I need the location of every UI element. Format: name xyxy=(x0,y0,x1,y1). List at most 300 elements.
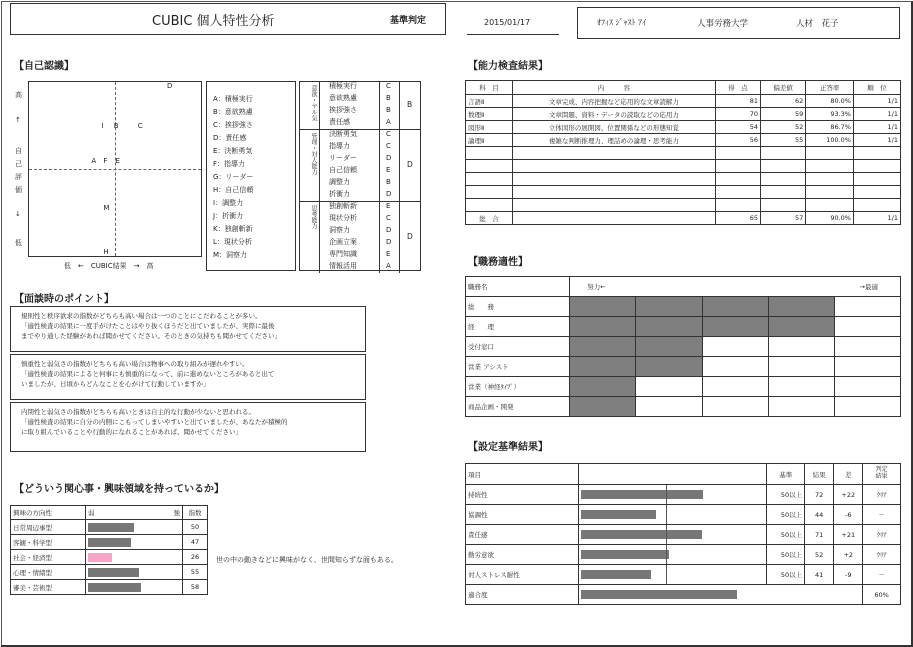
criteria-fit-label: 適合度 xyxy=(466,585,579,605)
job-level-cell xyxy=(570,297,636,317)
scatter-point-e: E xyxy=(115,157,120,166)
grade-group-name: 意欲・ヤル気 xyxy=(310,85,317,121)
job-level-cell xyxy=(702,317,768,337)
grade-item-value: E xyxy=(386,166,391,174)
criteria-row xyxy=(466,505,901,525)
interview-note-line: 規則性と秩序欲求の指数がどちらも高い場合は一つのことにこだわることが多い。 xyxy=(21,312,262,320)
interest-table xyxy=(10,505,208,595)
ability-empty-cell xyxy=(760,160,805,173)
criteria-row-label: 対人ストレス耐性 xyxy=(466,565,579,585)
grade-group-divider xyxy=(319,129,320,201)
interest-row xyxy=(11,535,208,550)
job-level-cell xyxy=(834,397,900,417)
y-axis-char-1: 自 xyxy=(15,147,22,155)
interview-note-line: 「適性検査の結果によると何事にも慎重的になって、前に進めないところがあると出て xyxy=(21,370,275,378)
scatter-point-a: A xyxy=(91,157,97,166)
job-level-cell xyxy=(636,317,702,337)
job-level-cell xyxy=(570,397,636,417)
ability-empty-cell xyxy=(715,199,760,212)
y-axis-char-4: 価 xyxy=(15,186,22,194)
ability-cell: 立体図形の展開図、位置関係などの形態知覚 xyxy=(512,121,715,134)
job-row-label: 経 理 xyxy=(466,317,570,337)
job-level-cell xyxy=(768,317,834,337)
interest-bar xyxy=(88,583,141,592)
interest-note: 世の中の動きなどに興味がなく、世間知らずな面もある。 xyxy=(216,556,398,564)
ability-empty-cell xyxy=(512,199,715,212)
ability-empty-cell xyxy=(466,186,513,199)
job-level-cell xyxy=(570,377,636,397)
ability-cell: 文章問題、資料・データの読取などの応用力 xyxy=(512,108,715,121)
ability-cell: 80.0% xyxy=(806,95,854,108)
criteria-head-diff: 差 xyxy=(834,464,863,485)
scatter-h-midline xyxy=(29,169,201,170)
ability-table xyxy=(465,80,901,225)
criteria-fit-bar xyxy=(581,590,737,599)
ability-empty-cell xyxy=(466,160,513,173)
criteria-row xyxy=(466,545,901,565)
interest-head-direction: 興味の方向性 xyxy=(11,506,86,520)
interest-row xyxy=(11,565,208,580)
scatter-point-d: D xyxy=(167,82,173,91)
ability-empty-row xyxy=(466,173,901,186)
criteria-row-judge: ｸﾘｱ xyxy=(863,485,901,505)
job-level-cell xyxy=(834,317,900,337)
criteria-row-result: 52 xyxy=(805,545,834,565)
job-level-cell xyxy=(834,297,900,317)
criteria-row-diff: -9 xyxy=(834,565,863,585)
criteria-head-bar xyxy=(579,464,767,485)
interest-row-label: 審美・芸術型 xyxy=(11,580,86,595)
job-row xyxy=(466,297,901,317)
legend-item: F：指導力 xyxy=(213,160,246,168)
interview-note-line: 内閉性と弱気さの指数がどちらも高いときは自主的な行動が少ないと思われる。 xyxy=(21,408,255,416)
ability-empty-cell xyxy=(806,160,854,173)
ability-total-cell: 57 xyxy=(760,212,805,225)
criteria-head-judge-line2: 結果 xyxy=(875,473,888,480)
job-level-cell xyxy=(834,337,900,357)
ability-header-cell: 得 点 xyxy=(715,81,760,95)
interest-row-index: 55 xyxy=(183,565,208,580)
ability-cell: 複雑な判断推理力、理詰めの論理・思考能力 xyxy=(512,134,715,147)
interest-row-label: 心理・情緒型 xyxy=(11,565,86,580)
ability-cell: 1/1 xyxy=(853,95,900,108)
job-aptitude-heading: 【職務適性】 xyxy=(468,257,528,268)
job-level-cell xyxy=(570,337,636,357)
grade-total-divider xyxy=(399,81,400,129)
legend-item: L：現状分析 xyxy=(213,238,252,246)
ability-empty-cell xyxy=(853,160,900,173)
job-row-label: 商品企画・開発 xyxy=(466,397,570,417)
job-level-cell xyxy=(834,357,900,377)
criteria-fit-value: 60% xyxy=(863,585,901,605)
criteria-row xyxy=(466,525,901,545)
criteria-row-std: 50以上 xyxy=(767,565,805,585)
criteria-header-row xyxy=(466,464,901,485)
grade-col-divider xyxy=(379,81,380,129)
interest-row-index: 50 xyxy=(183,520,208,535)
criteria-row-label: 協調性 xyxy=(466,505,579,525)
criteria-threshold-line xyxy=(666,525,667,544)
criteria-row-judge: ｸﾘｱ xyxy=(863,545,901,565)
ability-cell: 文章完成、内容把握など応用的な文章読解力 xyxy=(512,95,715,108)
ability-empty-cell xyxy=(512,147,715,160)
ability-cell: 1/1 xyxy=(853,108,900,121)
self-recognition-heading: 【自己認識】 xyxy=(14,61,74,72)
criteria-head-result: 結果 xyxy=(805,464,834,485)
ability-total-row xyxy=(466,212,901,225)
criteria-row-std: 50以上 xyxy=(767,525,805,545)
ability-empty-cell xyxy=(715,173,760,186)
job-level-cell xyxy=(636,377,702,397)
grade-item-value: D xyxy=(386,226,392,234)
ability-cell: 1/1 xyxy=(853,134,900,147)
interest-bar xyxy=(88,538,131,547)
interest-row-index: 26 xyxy=(183,550,208,565)
legend-item: A：積極実行 xyxy=(213,95,253,103)
grade-item-value: A xyxy=(386,262,391,270)
grade-item-label: 現状分析 xyxy=(329,214,357,222)
job-level-cell xyxy=(768,297,834,317)
date-underline xyxy=(467,34,559,35)
grade-item-value: E xyxy=(386,250,391,258)
criteria-row xyxy=(466,485,901,505)
criteria-bar xyxy=(581,530,702,539)
criteria-heading: 【設定基準結果】 xyxy=(468,442,548,453)
interest-row-bar-cell xyxy=(86,550,183,565)
criteria-fit-bar-cell xyxy=(579,585,863,605)
grade-item-label: 企画立案 xyxy=(329,238,357,246)
interest-head-strong: 強 xyxy=(173,509,180,517)
job-head-scale xyxy=(570,277,901,297)
y-axis-up-arrow: ↑ xyxy=(15,116,21,124)
legend-item: H：自己信頼 xyxy=(213,186,254,194)
job-level-cell xyxy=(636,337,702,357)
grade-item-label: 調整力 xyxy=(329,178,350,186)
criteria-row-judge: － xyxy=(863,505,901,525)
grade-item-value: C xyxy=(386,82,391,90)
ability-empty-cell xyxy=(853,199,900,212)
grade-total-divider xyxy=(399,201,400,273)
ability-cell: 62 xyxy=(760,95,805,108)
interview-note-line: までやり通した経験があれば聞かせてください。そのときの気持ちも聞かせてください」 xyxy=(21,332,281,340)
ability-cell: 100.0% xyxy=(806,134,854,147)
interest-heading: 【どういう関心事・興味領域を持っているか】 xyxy=(14,484,224,495)
criteria-row-bar-cell xyxy=(579,525,767,545)
ability-cell: 1/1 xyxy=(853,121,900,134)
criteria-row-judge: － xyxy=(863,565,901,585)
ability-empty-cell xyxy=(760,173,805,186)
ability-empty-cell xyxy=(466,173,513,186)
job-row-label: 総 務 xyxy=(466,297,570,317)
criteria-row-label: 勤労意欲 xyxy=(466,545,579,565)
interest-row-index: 47 xyxy=(183,535,208,550)
interest-bar xyxy=(88,553,112,562)
grade-group-separator xyxy=(299,201,421,202)
criteria-row-std: 50以上 xyxy=(767,485,805,505)
grade-item-value: E xyxy=(386,202,391,210)
ability-cell: 93.3% xyxy=(806,108,854,121)
criteria-row-label: 責任感 xyxy=(466,525,579,545)
interview-note-box xyxy=(10,354,366,400)
grade-item-label: 専門知識 xyxy=(329,250,357,258)
criteria-threshold-line xyxy=(666,545,667,564)
grade-item-label: リーダー xyxy=(329,154,357,162)
y-axis-char-3: 評 xyxy=(15,173,22,181)
job-level-cell xyxy=(702,377,768,397)
legend-item: B：意欲熟慮 xyxy=(213,108,253,116)
scatter-point-m: M xyxy=(103,204,110,213)
ability-cell: 56 xyxy=(715,134,760,147)
interest-head-index: 指数 xyxy=(183,506,208,520)
grade-item-label: 洞察力 xyxy=(329,226,350,234)
criteria-row-result: 71 xyxy=(805,525,834,545)
ability-empty-row xyxy=(466,147,901,160)
ability-header-cell: 内 容 xyxy=(512,81,715,95)
grade-item-label: 指導力 xyxy=(329,142,350,150)
x-axis-label: 低 ← CUBIC結果 → 高 xyxy=(64,262,154,270)
job-level-cell xyxy=(702,297,768,317)
ability-empty-cell xyxy=(715,186,760,199)
criteria-bar xyxy=(581,570,651,579)
ability-empty-cell xyxy=(715,160,760,173)
criteria-bar xyxy=(581,510,656,519)
grade-group-name: 思考能力 xyxy=(310,205,317,229)
interview-note-box xyxy=(10,306,366,352)
ability-empty-cell xyxy=(853,173,900,186)
grade-item-value: C xyxy=(386,214,391,222)
ability-heading: 【能力検査結果】 xyxy=(468,61,548,72)
y-axis-high: 高 xyxy=(15,91,22,99)
criteria-threshold-line xyxy=(666,485,667,504)
ability-cell: 81 xyxy=(715,95,760,108)
job-row-label: 受付窓口 xyxy=(466,337,570,357)
interview-points-heading: 【面談時のポイント】 xyxy=(14,294,114,305)
criteria-row-result: 44 xyxy=(805,505,834,525)
grade-item-label: 挨拶強さ xyxy=(329,106,357,114)
criteria-threshold-line xyxy=(666,505,667,524)
interview-note-line: 慎重性と弱気さの指数がどちらも高い場合は物事への取り組みが遅れやすい。 xyxy=(21,360,249,368)
ability-empty-cell xyxy=(760,186,805,199)
criteria-head-judge xyxy=(863,464,901,485)
interest-row-bar-cell xyxy=(86,580,183,595)
grade-group-total: D xyxy=(407,160,413,169)
criteria-row-std: 50以上 xyxy=(767,545,805,565)
interview-note-line: いましたが、日頃からどんなことを心がけて行動していますか」 xyxy=(21,380,210,388)
job-row xyxy=(466,397,901,417)
grade-item-label: 折衝力 xyxy=(329,190,350,198)
grade-item-label: 積極実行 xyxy=(329,82,357,90)
job-header-row xyxy=(466,277,901,297)
legend-item: I：調整力 xyxy=(213,199,244,207)
criteria-row-bar-cell xyxy=(579,545,767,565)
grade-group-divider xyxy=(319,81,320,129)
grade-item-value: D xyxy=(386,154,392,162)
legend-item: M：洞察力 xyxy=(213,251,248,259)
ability-empty-cell xyxy=(466,199,513,212)
job-aptitude-table xyxy=(465,276,901,417)
ability-empty-cell xyxy=(806,173,854,186)
page-title: CUBIC 個人特性分析 xyxy=(152,14,275,29)
legend-item: D：責任感 xyxy=(213,134,247,142)
job-row-label: 営業（神経ﾀｲﾌﾟ） xyxy=(466,377,570,397)
job-level-cell xyxy=(570,317,636,337)
company-name: ｵﾌｨｽ ｼﾞｬｽﾄ ｱｲ xyxy=(597,18,647,27)
ability-empty-cell xyxy=(466,147,513,160)
criteria-head-judge-line1: 判定 xyxy=(875,466,888,474)
scatter-point-b: B xyxy=(113,122,119,131)
grade-item-label: 責任感 xyxy=(329,118,350,126)
grade-group-separator xyxy=(299,129,421,130)
job-level-cell xyxy=(702,337,768,357)
self-recognition-scatter xyxy=(28,81,202,257)
grade-group-total: D xyxy=(407,232,413,241)
grade-item-value: B xyxy=(386,94,391,102)
job-row xyxy=(466,377,901,397)
interview-note-line: に取り組んでいることや行動的になれることがあれば、聞かせてください」 xyxy=(21,428,242,436)
ability-total-cell: 総 合 xyxy=(466,212,513,225)
organization-name: 人事労務大学 xyxy=(697,19,749,29)
ability-header-cell: 科 目 xyxy=(466,81,513,95)
grade-item-value: A xyxy=(386,118,391,126)
job-level-cell xyxy=(570,357,636,377)
ability-empty-cell xyxy=(806,199,854,212)
ability-empty-cell xyxy=(512,160,715,173)
interest-row-label: 社会・経済型 xyxy=(11,550,86,565)
criteria-head-std: 基準 xyxy=(767,464,805,485)
grade-col-divider xyxy=(379,201,380,273)
ability-cell: 言語Ⅱ xyxy=(466,95,513,108)
ability-total-cell: 1/1 xyxy=(853,212,900,225)
ability-cell: 数理Ⅱ xyxy=(466,108,513,121)
criteria-threshold-line xyxy=(666,565,667,584)
ability-empty-row xyxy=(466,199,901,212)
legend-item: E：決断勇気 xyxy=(213,147,253,155)
person-name: 人材 花子 xyxy=(796,19,839,29)
interest-row-label: 日常周辺事型 xyxy=(11,520,86,535)
ability-empty-cell xyxy=(806,186,854,199)
scatter-point-i: I xyxy=(101,122,104,131)
interest-row xyxy=(11,580,208,595)
ability-total-cell: 90.0% xyxy=(806,212,854,225)
job-level-cell xyxy=(636,397,702,417)
job-level-cell xyxy=(768,377,834,397)
ability-cell: 54 xyxy=(715,121,760,134)
grade-item-label: 決断勇気 xyxy=(329,130,357,138)
job-level-cell xyxy=(636,297,702,317)
self-grade-table xyxy=(299,81,421,271)
ability-total-cell xyxy=(512,212,715,225)
ability-cell: 論理Ⅱ xyxy=(466,134,513,147)
ability-empty-cell xyxy=(853,147,900,160)
criteria-row-label: 持続性 xyxy=(466,485,579,505)
criteria-bar xyxy=(581,490,703,499)
ability-total-cell: 65 xyxy=(715,212,760,225)
interest-row xyxy=(11,520,208,535)
grade-item-value: D xyxy=(386,238,392,246)
job-row xyxy=(466,337,901,357)
ability-empty-cell xyxy=(512,173,715,186)
ability-row xyxy=(466,108,901,121)
criteria-table xyxy=(465,463,901,605)
interest-row xyxy=(11,550,208,565)
job-level-cell xyxy=(768,337,834,357)
grade-group-total: B xyxy=(407,100,413,109)
grade-item-value: C xyxy=(386,130,391,138)
ability-cell: 70 xyxy=(715,108,760,121)
legend-item: J：折衝力 xyxy=(213,212,244,220)
grade-item-label: 意欲熟慮 xyxy=(329,94,357,102)
ability-row xyxy=(466,134,901,147)
job-row xyxy=(466,357,901,377)
grade-item-label: 情報活用 xyxy=(329,262,357,270)
interest-row-bar-cell xyxy=(86,520,183,535)
criteria-head-item: 項目 xyxy=(466,464,579,485)
ability-header-cell: 偏差値 xyxy=(760,81,805,95)
report-date: 2015/01/17 xyxy=(484,18,531,27)
criteria-row-diff: -6 xyxy=(834,505,863,525)
ability-empty-cell xyxy=(512,186,715,199)
job-level-cell xyxy=(834,377,900,397)
scatter-point-f: F xyxy=(103,157,108,166)
interest-row-index: 58 xyxy=(183,580,208,595)
criteria-row-diff: +21 xyxy=(834,525,863,545)
criteria-row-result: 72 xyxy=(805,485,834,505)
report-kind: 基準判定 xyxy=(390,16,427,26)
ability-empty-row xyxy=(466,186,901,199)
ability-header-row xyxy=(466,81,901,95)
grade-group-divider xyxy=(319,201,320,273)
grade-item-value: D xyxy=(386,190,392,198)
job-level-cell xyxy=(702,397,768,417)
interest-head-scale xyxy=(86,506,183,520)
grade-item-label: 自己信頼 xyxy=(329,166,357,174)
grade-total-divider xyxy=(399,129,400,201)
interest-bar xyxy=(88,568,139,577)
grade-item-label: 独創斬新 xyxy=(329,202,357,210)
interest-bar xyxy=(88,523,134,532)
criteria-row-bar-cell xyxy=(579,505,767,525)
ability-cell: 59 xyxy=(760,108,805,121)
grade-item-value: B xyxy=(386,106,391,114)
grade-item-value: B xyxy=(386,178,391,186)
criteria-row-judge: ｸﾘｱ xyxy=(863,525,901,545)
job-head-effort: 努力← xyxy=(587,283,606,291)
scatter-point-c: C xyxy=(137,122,143,131)
job-level-cell xyxy=(636,357,702,377)
y-axis-char-2: 己 xyxy=(15,160,22,168)
criteria-row-bar-cell xyxy=(579,565,767,585)
interview-note-box xyxy=(10,402,366,452)
job-level-cell xyxy=(768,357,834,377)
criteria-row xyxy=(466,565,901,585)
criteria-bar xyxy=(581,550,669,559)
criteria-row-diff: +2 xyxy=(834,545,863,565)
ability-empty-cell xyxy=(853,186,900,199)
legend-item: C：挨拶強さ xyxy=(213,121,253,129)
ability-header-cell: 順 位 xyxy=(853,81,900,95)
ability-header-cell: 正答率 xyxy=(806,81,854,95)
job-head-best: →最適 xyxy=(859,283,878,291)
interview-note-line: 「適性検査の結果に一度手がけたことはやり抜くほうだと出ていましたが、実際に最後 xyxy=(21,322,275,330)
ability-cell: 図形Ⅱ xyxy=(466,121,513,134)
ability-cell: 52 xyxy=(760,121,805,134)
y-axis-low: 低 xyxy=(15,239,22,247)
interest-row-bar-cell xyxy=(86,565,183,580)
ability-empty-cell xyxy=(715,147,760,160)
interest-head-weak: 弱 xyxy=(88,509,95,517)
interest-row-bar-cell xyxy=(86,535,183,550)
legend-item: G：リーダー xyxy=(213,173,254,181)
